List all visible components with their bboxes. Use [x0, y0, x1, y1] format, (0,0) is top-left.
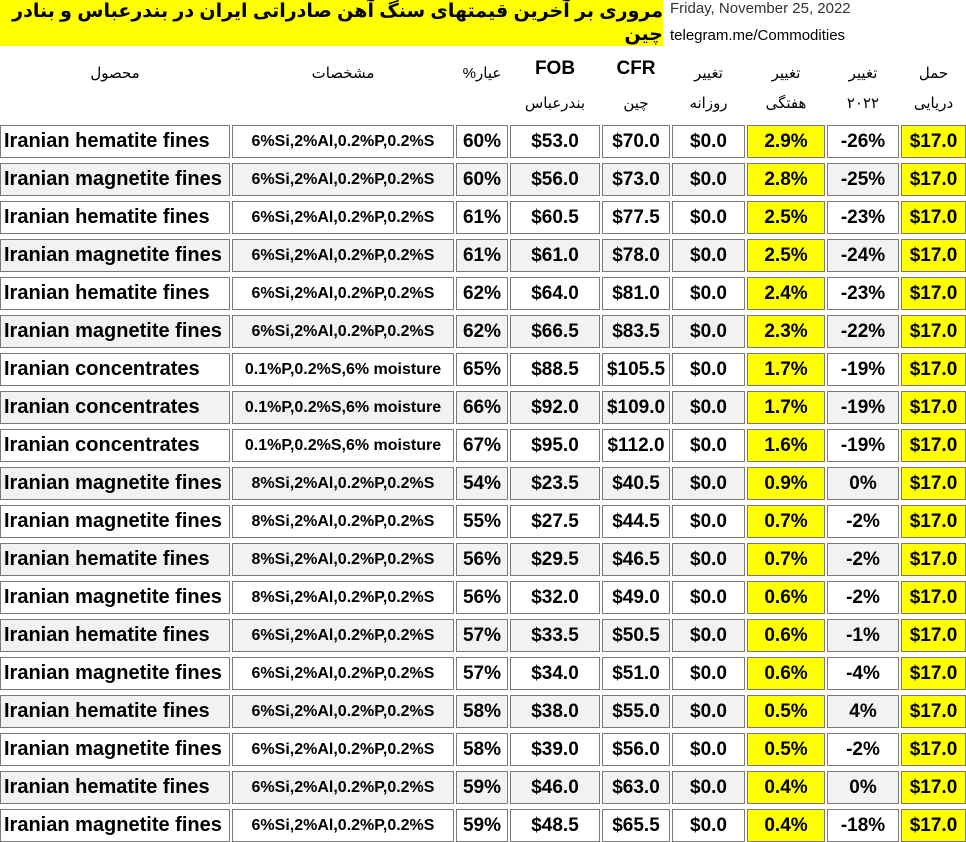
fob-cell: $64.0 — [510, 277, 600, 310]
cfr-cell: $50.5 — [602, 619, 670, 652]
freight-cell: $17.0 — [901, 125, 966, 158]
cfr-cell: $46.5 — [602, 543, 670, 576]
header-product: محصول — [90, 65, 140, 82]
fob-cell: $27.5 — [510, 505, 600, 538]
specs-cell: 8%Si,2%Al,0.2%P,0.2%S — [232, 543, 454, 576]
fob-cell: $66.5 — [510, 315, 600, 348]
fob-cell: $32.0 — [510, 581, 600, 614]
header-specs: مشخصات — [311, 65, 375, 82]
freight-cell: $17.0 — [901, 277, 966, 310]
weekly-change-cell: 0.7% — [747, 543, 825, 576]
product-cell: Iranian concentrates — [0, 353, 230, 386]
product-cell: Iranian hematite fines — [0, 125, 230, 158]
daily-change-cell: $0.0 — [672, 353, 745, 386]
freight-cell: $17.0 — [901, 543, 966, 576]
ytd-change-cell: -1% — [827, 619, 899, 652]
specs-cell: 8%Si,2%Al,0.2%P,0.2%S — [232, 467, 454, 500]
ytd-change-cell: -19% — [827, 429, 899, 462]
freight-cell: $17.0 — [901, 771, 966, 804]
product-cell: Iranian magnetite fines — [0, 505, 230, 538]
specs-cell: 6%Si,2%Al,0.2%P,0.2%S — [232, 657, 454, 690]
header-fob: FOB بندرعباس — [524, 58, 586, 112]
freight-cell: $17.0 — [901, 581, 966, 614]
product-cell: Iranian magnetite fines — [0, 315, 230, 348]
freight-cell: $17.0 — [901, 391, 966, 424]
product-cell: Iranian concentrates — [0, 391, 230, 424]
fob-cell: $56.0 — [510, 163, 600, 196]
cfr-cell: $105.5 — [602, 353, 670, 386]
freight-cell: $17.0 — [901, 467, 966, 500]
specs-cell: 6%Si,2%Al,0.2%P,0.2%S — [232, 695, 454, 728]
cfr-cell: $112.0 — [602, 429, 670, 462]
cfr-cell: $56.0 — [602, 733, 670, 766]
weekly-change-cell: 0.6% — [747, 581, 825, 614]
product-cell: Iranian concentrates — [0, 429, 230, 462]
product-cell: Iranian hematite fines — [0, 695, 230, 728]
grade-cell: 60% — [456, 163, 508, 196]
ytd-change-cell: -19% — [827, 391, 899, 424]
cfr-cell: $63.0 — [602, 771, 670, 804]
ytd-change-cell: -23% — [827, 277, 899, 310]
weekly-change-cell: 0.7% — [747, 505, 825, 538]
product-cell: Iranian magnetite fines — [0, 239, 230, 272]
fob-cell: $38.0 — [510, 695, 600, 728]
freight-cell: $17.0 — [901, 657, 966, 690]
product-cell: Iranian magnetite fines — [0, 733, 230, 766]
specs-cell: 6%Si,2%Al,0.2%P,0.2%S — [232, 619, 454, 652]
specs-cell: 6%Si,2%Al,0.2%P,0.2%S — [232, 315, 454, 348]
header-ytd-change: تغییر ۲۰۲۲ — [846, 65, 880, 112]
weekly-change-cell: 2.8% — [747, 163, 825, 196]
grade-cell: 65% — [456, 353, 508, 386]
product-cell: Iranian magnetite fines — [0, 467, 230, 500]
daily-change-cell: $0.0 — [672, 163, 745, 196]
page-title: مروری بر آخرین قیمتهای سنگ آهن صادراتی ایران در بندرعباس و بنادر چین — [12, 1, 663, 45]
weekly-change-cell: 2.3% — [747, 315, 825, 348]
ytd-change-cell: -19% — [827, 353, 899, 386]
fob-cell: $53.0 — [510, 125, 600, 158]
ytd-change-cell: 0% — [827, 771, 899, 804]
weekly-change-cell: 0.6% — [747, 657, 825, 690]
ytd-change-cell: 0% — [827, 467, 899, 500]
grade-cell: 56% — [456, 581, 508, 614]
specs-cell: 6%Si,2%Al,0.2%P,0.2%S — [232, 277, 454, 310]
specs-cell: 6%Si,2%Al,0.2%P,0.2%S — [232, 733, 454, 766]
weekly-change-cell: 2.4% — [747, 277, 825, 310]
cfr-cell: $81.0 — [602, 277, 670, 310]
daily-change-cell: $0.0 — [672, 315, 745, 348]
freight-cell: $17.0 — [901, 315, 966, 348]
cfr-cell: $73.0 — [602, 163, 670, 196]
fob-cell: $34.0 — [510, 657, 600, 690]
product-cell: Iranian magnetite fines — [0, 809, 230, 842]
freight-cell: $17.0 — [901, 619, 966, 652]
cfr-cell: $40.5 — [602, 467, 670, 500]
grade-cell: 57% — [456, 619, 508, 652]
cfr-cell: $49.0 — [602, 581, 670, 614]
fob-cell: $95.0 — [510, 429, 600, 462]
grade-cell: 55% — [456, 505, 508, 538]
header-weekly-change: تغییر هفتگی — [765, 65, 807, 112]
ytd-change-cell: -24% — [827, 239, 899, 272]
daily-change-cell: $0.0 — [672, 201, 745, 234]
grade-cell: 59% — [456, 809, 508, 842]
fob-cell: $33.5 — [510, 619, 600, 652]
freight-cell: $17.0 — [901, 429, 966, 462]
ytd-change-cell: -22% — [827, 315, 899, 348]
grade-cell: 61% — [456, 201, 508, 234]
grade-cell: 54% — [456, 467, 508, 500]
cfr-cell: $70.0 — [602, 125, 670, 158]
product-cell: Iranian hematite fines — [0, 201, 230, 234]
specs-cell: 0.1%P,0.2%S,6% moisture — [232, 429, 454, 462]
daily-change-cell: $0.0 — [672, 543, 745, 576]
ytd-change-cell: -18% — [827, 809, 899, 842]
fob-cell: $92.0 — [510, 391, 600, 424]
product-cell: Iranian magnetite fines — [0, 581, 230, 614]
weekly-change-cell: 0.5% — [747, 733, 825, 766]
specs-cell: 6%Si,2%Al,0.2%P,0.2%S — [232, 201, 454, 234]
header-daily-change: تغییر روزانه — [689, 65, 728, 112]
cfr-cell: $78.0 — [602, 239, 670, 272]
header-cfr: CFR چین — [616, 58, 656, 112]
grade-cell: 66% — [456, 391, 508, 424]
fob-cell: $23.5 — [510, 467, 600, 500]
fob-cell: $39.0 — [510, 733, 600, 766]
grade-cell: 61% — [456, 239, 508, 272]
grade-cell: 56% — [456, 543, 508, 576]
product-cell: Iranian hematite fines — [0, 619, 230, 652]
daily-change-cell: $0.0 — [672, 657, 745, 690]
weekly-change-cell: 2.5% — [747, 239, 825, 272]
product-cell: Iranian hematite fines — [0, 277, 230, 310]
specs-cell: 0.1%P,0.2%S,6% moisture — [232, 391, 454, 424]
fob-cell: $46.0 — [510, 771, 600, 804]
freight-cell: $17.0 — [901, 809, 966, 842]
weekly-change-cell: 1.7% — [747, 391, 825, 424]
specs-cell: 0.1%P,0.2%S,6% moisture — [232, 353, 454, 386]
freight-cell: $17.0 — [901, 239, 966, 272]
grade-cell: 57% — [456, 657, 508, 690]
weekly-change-cell: 0.6% — [747, 619, 825, 652]
daily-change-cell: $0.0 — [672, 695, 745, 728]
daily-change-cell: $0.0 — [672, 125, 745, 158]
freight-cell: $17.0 — [901, 695, 966, 728]
ytd-change-cell: -2% — [827, 505, 899, 538]
daily-change-cell: $0.0 — [672, 467, 745, 500]
cfr-cell: $65.5 — [602, 809, 670, 842]
cfr-cell: $51.0 — [602, 657, 670, 690]
header-grade: %عیار — [462, 65, 502, 82]
weekly-change-cell: 2.9% — [747, 125, 825, 158]
daily-change-cell: $0.0 — [672, 581, 745, 614]
weekly-change-cell: 1.6% — [747, 429, 825, 462]
daily-change-cell: $0.0 — [672, 619, 745, 652]
grade-cell: 58% — [456, 695, 508, 728]
fob-cell: $60.5 — [510, 201, 600, 234]
weekly-change-cell: 0.4% — [747, 771, 825, 804]
fob-cell: $61.0 — [510, 239, 600, 272]
title-banner — [0, 0, 663, 46]
cfr-cell: $109.0 — [602, 391, 670, 424]
weekly-change-cell: 2.5% — [747, 201, 825, 234]
daily-change-cell: $0.0 — [672, 429, 745, 462]
freight-cell: $17.0 — [901, 163, 966, 196]
ytd-change-cell: -2% — [827, 581, 899, 614]
grade-cell: 60% — [456, 125, 508, 158]
daily-change-cell: $0.0 — [672, 239, 745, 272]
cfr-cell: $44.5 — [602, 505, 670, 538]
ytd-change-cell: -26% — [827, 125, 899, 158]
daily-change-cell: $0.0 — [672, 391, 745, 424]
ytd-change-cell: 4% — [827, 695, 899, 728]
daily-change-cell: $0.0 — [672, 505, 745, 538]
specs-cell: 6%Si,2%Al,0.2%P,0.2%S — [232, 125, 454, 158]
ytd-change-cell: -25% — [827, 163, 899, 196]
product-cell: Iranian hematite fines — [0, 543, 230, 576]
freight-cell: $17.0 — [901, 505, 966, 538]
specs-cell: 6%Si,2%Al,0.2%P,0.2%S — [232, 771, 454, 804]
grade-cell: 58% — [456, 733, 508, 766]
grade-cell: 59% — [456, 771, 508, 804]
product-cell: Iranian magnetite fines — [0, 657, 230, 690]
specs-cell: 8%Si,2%Al,0.2%P,0.2%S — [232, 505, 454, 538]
fob-cell: $29.5 — [510, 543, 600, 576]
grade-cell: 67% — [456, 429, 508, 462]
weekly-change-cell: 0.9% — [747, 467, 825, 500]
product-cell: Iranian magnetite fines — [0, 163, 230, 196]
specs-cell: 6%Si,2%Al,0.2%P,0.2%S — [232, 239, 454, 272]
product-cell: Iranian hematite fines — [0, 771, 230, 804]
cfr-cell: $55.0 — [602, 695, 670, 728]
ytd-change-cell: -2% — [827, 733, 899, 766]
fob-cell: $88.5 — [510, 353, 600, 386]
report-date: Friday, November 25, 2022 — [670, 0, 851, 17]
specs-cell: 6%Si,2%Al,0.2%P,0.2%S — [232, 163, 454, 196]
weekly-change-cell: 0.5% — [747, 695, 825, 728]
grade-cell: 62% — [456, 277, 508, 310]
ytd-change-cell: -2% — [827, 543, 899, 576]
fob-cell: $48.5 — [510, 809, 600, 842]
cfr-cell: $83.5 — [602, 315, 670, 348]
ytd-change-cell: -4% — [827, 657, 899, 690]
daily-change-cell: $0.0 — [672, 277, 745, 310]
specs-cell: 8%Si,2%Al,0.2%P,0.2%S — [232, 581, 454, 614]
daily-change-cell: $0.0 — [672, 809, 745, 842]
weekly-change-cell: 0.4% — [747, 809, 825, 842]
daily-change-cell: $0.0 — [672, 733, 745, 766]
freight-cell: $17.0 — [901, 353, 966, 386]
daily-change-cell: $0.0 — [672, 771, 745, 804]
grade-cell: 62% — [456, 315, 508, 348]
weekly-change-cell: 1.7% — [747, 353, 825, 386]
freight-cell: $17.0 — [901, 733, 966, 766]
ytd-change-cell: -23% — [827, 201, 899, 234]
header-freight: حمل دریایی — [913, 65, 954, 112]
freight-cell: $17.0 — [901, 201, 966, 234]
channel-link[interactable]: telegram.me/Commodities — [670, 27, 846, 44]
specs-cell: 6%Si,2%Al,0.2%P,0.2%S — [232, 809, 454, 842]
cfr-cell: $77.5 — [602, 201, 670, 234]
